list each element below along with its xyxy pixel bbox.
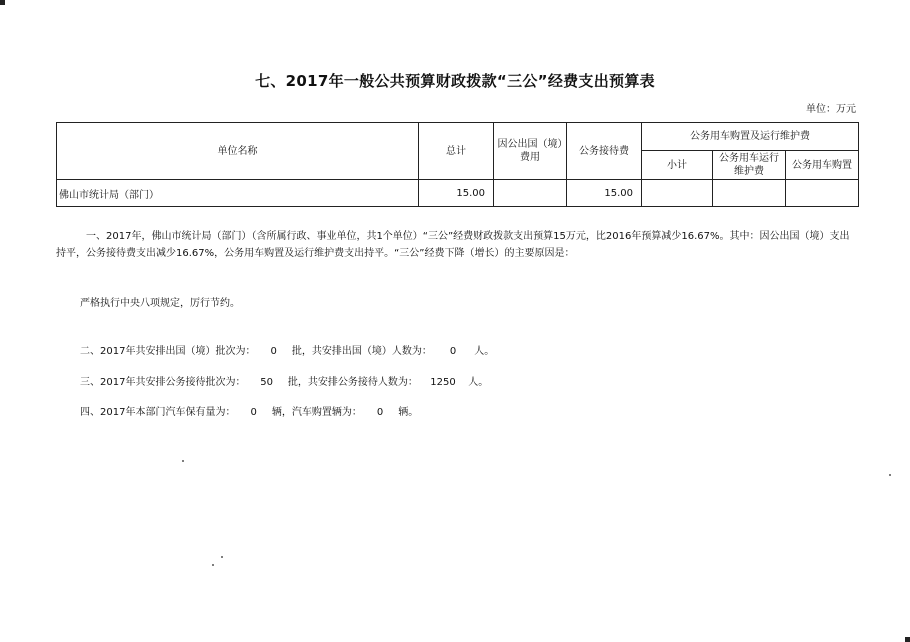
budget-table [56, 122, 859, 207]
header-vehicle-operation: 公务用车运行维护费 [713, 151, 786, 180]
cell-unit-name: 佛山市统计局（部门） [57, 180, 419, 207]
reason-paragraph: 严格执行中央八项规定，厉行节约。 [80, 298, 240, 309]
abroad-prefix: 二、2017年共安排出国（境）批次为： [80, 346, 256, 357]
header-total: 总计 [419, 123, 494, 180]
document-title: 七、2017年一般公共预算财政拨款“三公”经费支出预算表 [255, 72, 655, 90]
table-row [57, 180, 859, 207]
reception-suffix: 人。 [468, 377, 489, 388]
reception-batches-value: 50 [260, 377, 273, 388]
cell-vehicle-operation [713, 180, 786, 207]
cell-total: 15.00 [419, 180, 494, 207]
vehicle-purchase-value: 0 [376, 407, 384, 418]
header-subtotal: 小计 [642, 151, 713, 180]
abroad-batches-value: 0 [270, 346, 277, 357]
scan-speck [182, 460, 184, 462]
reception-people-value: 1250 [430, 377, 456, 388]
cell-vehicle-purchase [786, 180, 859, 207]
scan-speck [889, 474, 891, 476]
vehicle-line [80, 404, 418, 421]
header-unit-name: 单位名称 [57, 123, 419, 180]
scan-speck [212, 564, 214, 566]
abroad-people-value: 0 [449, 346, 457, 357]
header-reception: 公务接待费 [567, 123, 642, 180]
header-vehicle-purchase: 公务用车购置 [786, 151, 859, 180]
reception-prefix: 三、2017年共安排公务接待批次为： [80, 377, 246, 388]
reception-mid: 批，共安排公务接待人数为： [287, 377, 418, 388]
vehicle-count-value: 0 [250, 407, 257, 418]
scan-speck [221, 556, 223, 558]
cell-subtotal [642, 180, 713, 207]
unit-label: 单位：万元 [806, 104, 856, 115]
cell-abroad [494, 180, 567, 207]
header-abroad: 因公出国（境）费用 [494, 123, 567, 180]
abroad-line [80, 343, 494, 360]
header-vehicle: 公务用车购置及运行维护费 [642, 123, 859, 151]
abroad-mid: 批，共安排出国（境）人数为： [291, 346, 432, 357]
abroad-suffix: 人。 [474, 346, 495, 357]
scan-mark-top-left [0, 0, 5, 5]
vehicle-suffix: 辆。 [398, 407, 419, 418]
cell-reception: 15.00 [567, 180, 642, 207]
scan-mark-bottom-right [905, 637, 910, 642]
vehicle-mid: 辆，汽车购置辆为： [271, 407, 362, 418]
table-header-row [57, 123, 859, 151]
reception-line [80, 374, 488, 391]
summary-paragraph: 一、2017年，佛山市统计局（部门）（含所属行政、事业单位，共1个单位）“三公”经费财政拨款支出预算15万元，比2016年预算减少16.67%。其中：因公出国（境）支出持平，公务接待费支出减少16.67%，公务用车购置及运行维护费支出持平。“三公”经费下降（增长）的主要原因是： [56, 231, 850, 259]
vehicle-prefix: 四、2017年本部门汽车保有量为： [80, 407, 236, 418]
